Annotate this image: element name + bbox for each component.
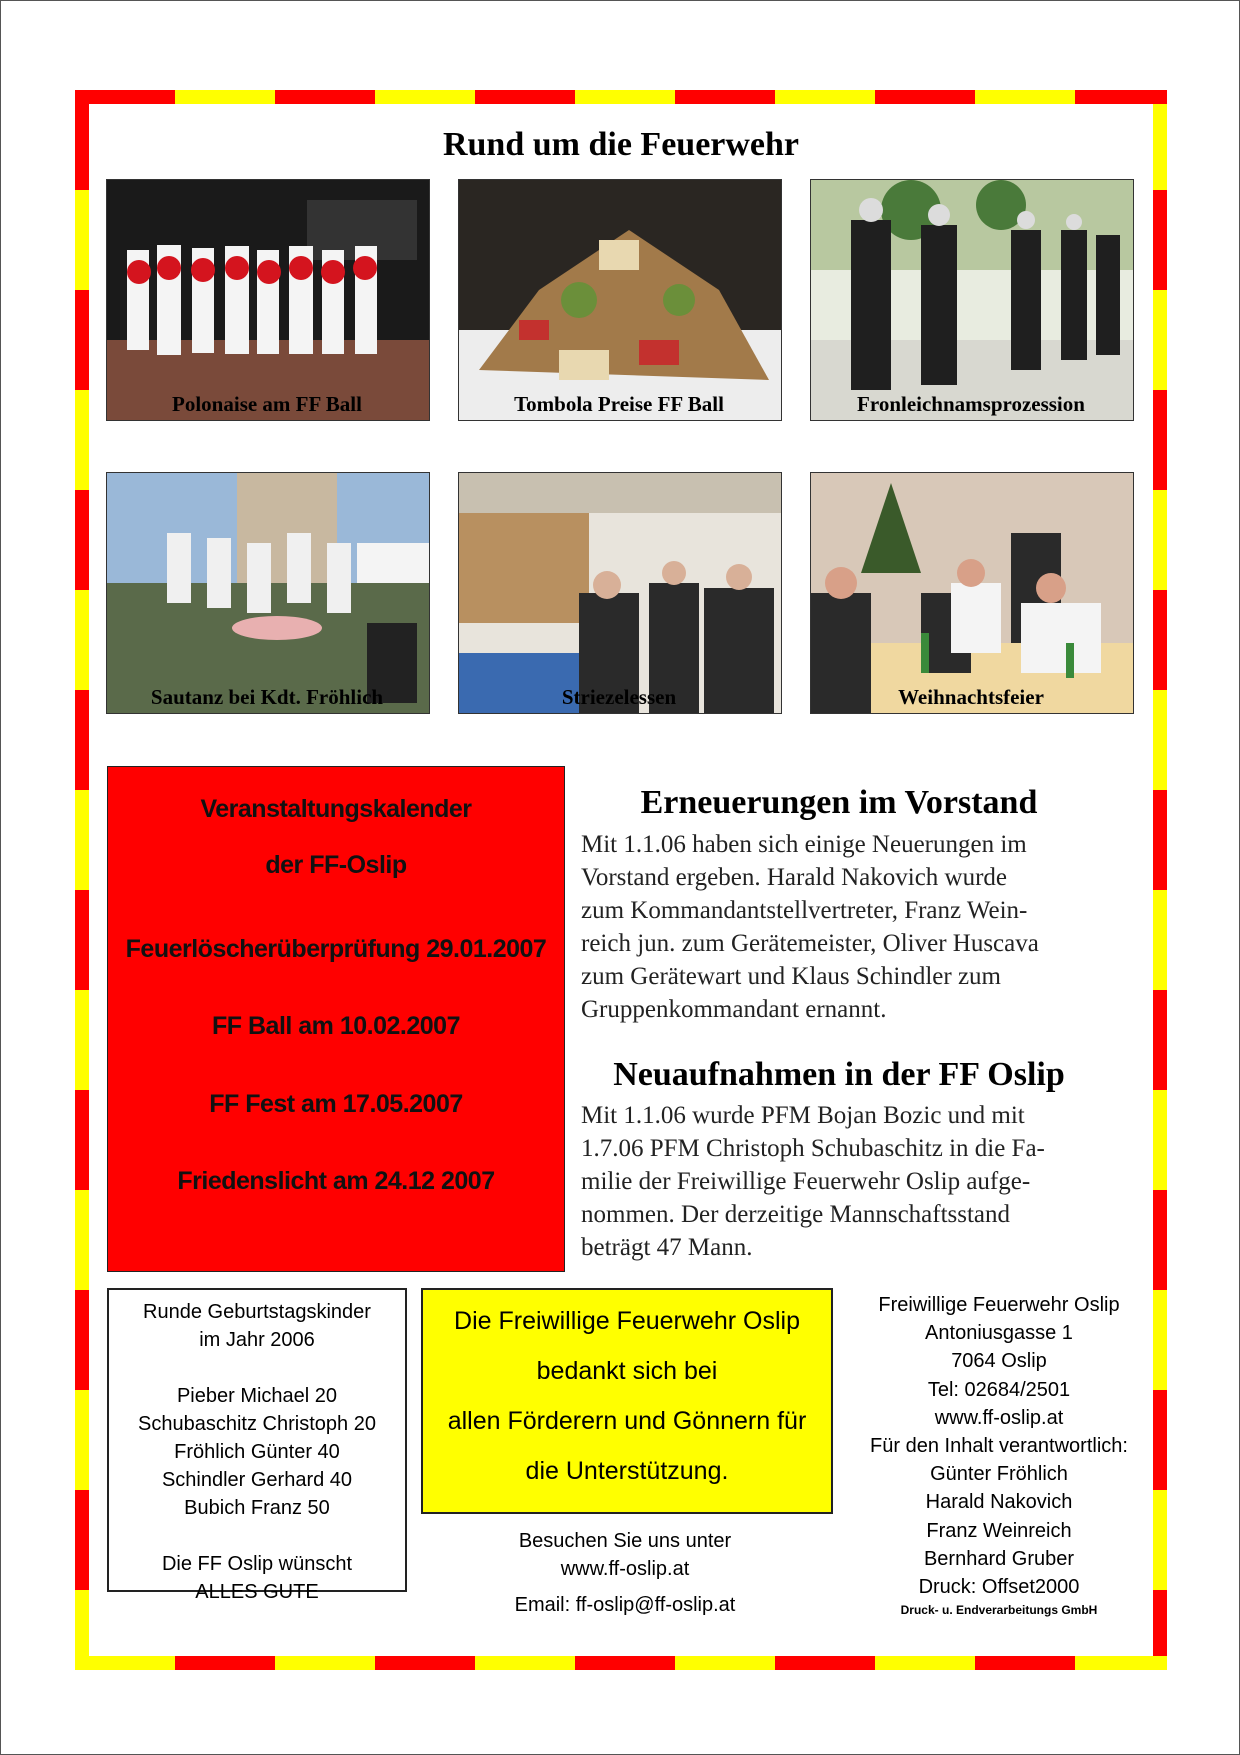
visit-text: Besuchen Sie uns unter <box>518 1530 732 1552</box>
printer: Druck: Offset2000 <box>918 1576 1080 1599</box>
calendar-event: FF Ball am 10.02.2007 <box>212 1012 460 1040</box>
neuaufnahmen-heading: Neuaufnahmen in der FF Oslip <box>613 1056 1065 1093</box>
vorstand-heading: Erneuerungen im Vorstand <box>640 784 1038 821</box>
calendar-title: Veranstaltungskalender <box>200 795 472 823</box>
calendar-event: Feuerlöscherüberprüfung 29.01.2007 <box>125 935 547 963</box>
thanks-box <box>421 1288 833 1514</box>
caption-weihnachtsfeier: Weihnachtsfeier <box>898 685 1044 709</box>
event-calendar <box>107 766 565 1272</box>
calendar-subtitle: der FF-Oslip <box>265 851 407 879</box>
caption-striezelessen: Striezelessen <box>561 685 677 709</box>
birthday-subtitle: im Jahr 2006 <box>199 1329 315 1351</box>
responsible-person: Günter Fröhlich <box>930 1463 1068 1486</box>
page-title: Rund um die Feuerwehr <box>442 126 800 163</box>
birthday-title: Runde Geburtstagskinder <box>143 1301 371 1323</box>
org-name: Freiwillige Feuerwehr Oslip <box>878 1294 1120 1316</box>
photo-tombola <box>458 179 782 421</box>
birthday-person: Fröhlich Günter 40 <box>174 1441 340 1463</box>
photo-fronleichnam <box>810 179 1134 421</box>
photo-striezelessen <box>458 472 782 714</box>
responsible-person: Bernhard Gruber <box>923 1547 1075 1570</box>
thanks-line: bedankt sich bei <box>536 1357 718 1385</box>
birthday-wish: Die FF Oslip wünscht <box>161 1553 353 1575</box>
responsible-label: Für den Inhalt verantwortlich: <box>870 1435 1128 1458</box>
birthday-person: Schubaschitz Christoph 20 <box>138 1413 376 1435</box>
calendar-event: Friedenslicht am 24.12 2007 <box>177 1167 495 1195</box>
photo-weihnachtsfeier <box>810 472 1134 714</box>
website-link[interactable]: www.ff-oslip.at <box>934 1406 1064 1429</box>
birthday-box <box>107 1288 407 1603</box>
birthday-wish: ALLES GUTE <box>195 1581 319 1603</box>
photo-polonaise <box>106 179 430 421</box>
address-city: 7064 Oslip <box>951 1350 1047 1373</box>
contact-block <box>844 1291 1154 1619</box>
phone: Tel: 02684/2501 <box>927 1378 1071 1401</box>
email-link[interactable]: Email: ff-oslip@ff-oslip.at <box>514 1594 736 1616</box>
website-link[interactable]: www.ff-oslip.at <box>560 1558 690 1580</box>
thanks-line: Die Freiwillige Feuerwehr Oslip <box>454 1307 800 1335</box>
caption-tombola: Tombola Preise FF Ball <box>514 392 724 416</box>
caption-polonaise: Polonaise am FF Ball <box>172 392 362 416</box>
caption-fronleichnam: Fronleichnamsprozession <box>857 392 1085 416</box>
visit-block <box>421 1527 829 1619</box>
caption-sautanz: Sautanz bei Kdt. Fröhlich <box>150 685 384 709</box>
photo-sautanz <box>106 472 430 714</box>
neuaufnahmen-text: Mit 1.1.06 wurde PFM Bojan Bozic und mit 1.7.06 PFM Christoph Schubaschitz in die Fa- milie der Freiwillige Feuerwehr Oslip aufge- nommen. Der derzeitige Mannschaftsstand beträgt 47 Mann. <box>581 1102 1045 1261</box>
address-street: Antoniusgasse 1 <box>925 1322 1073 1345</box>
striped-frame <box>75 90 1167 1670</box>
responsible-person: Franz Weinreich <box>926 1519 1072 1542</box>
thanks-line: die Unterstützung. <box>525 1457 729 1485</box>
content-area <box>89 104 1153 1656</box>
thanks-line: allen Förderern und Gönnern für <box>447 1407 807 1435</box>
calendar-event: FF Fest am 17.05.2007 <box>209 1090 463 1118</box>
responsible-person: Harald Nakovich <box>925 1491 1073 1514</box>
birthday-person: Pieber Michael 20 <box>176 1385 338 1407</box>
birthday-person: Bubich Franz 50 <box>184 1497 330 1519</box>
vorstand-text: Mit 1.1.06 haben sich einige Neuerungen im Vorstand ergeben. Harald Nakovich wurde zum Kommandantstellvertreter, Franz Wein- reich jun. zum Gerätemeister, Oliver Huscava zum Gerätewart und Klaus Schindler zum Gruppenkommandant ernannt. <box>581 831 1039 1023</box>
birthday-person: Schindler Gerhard 40 <box>161 1469 353 1491</box>
printer-detail: Druck- u. Endverarbeitungs GmbH <box>900 1603 1098 1618</box>
